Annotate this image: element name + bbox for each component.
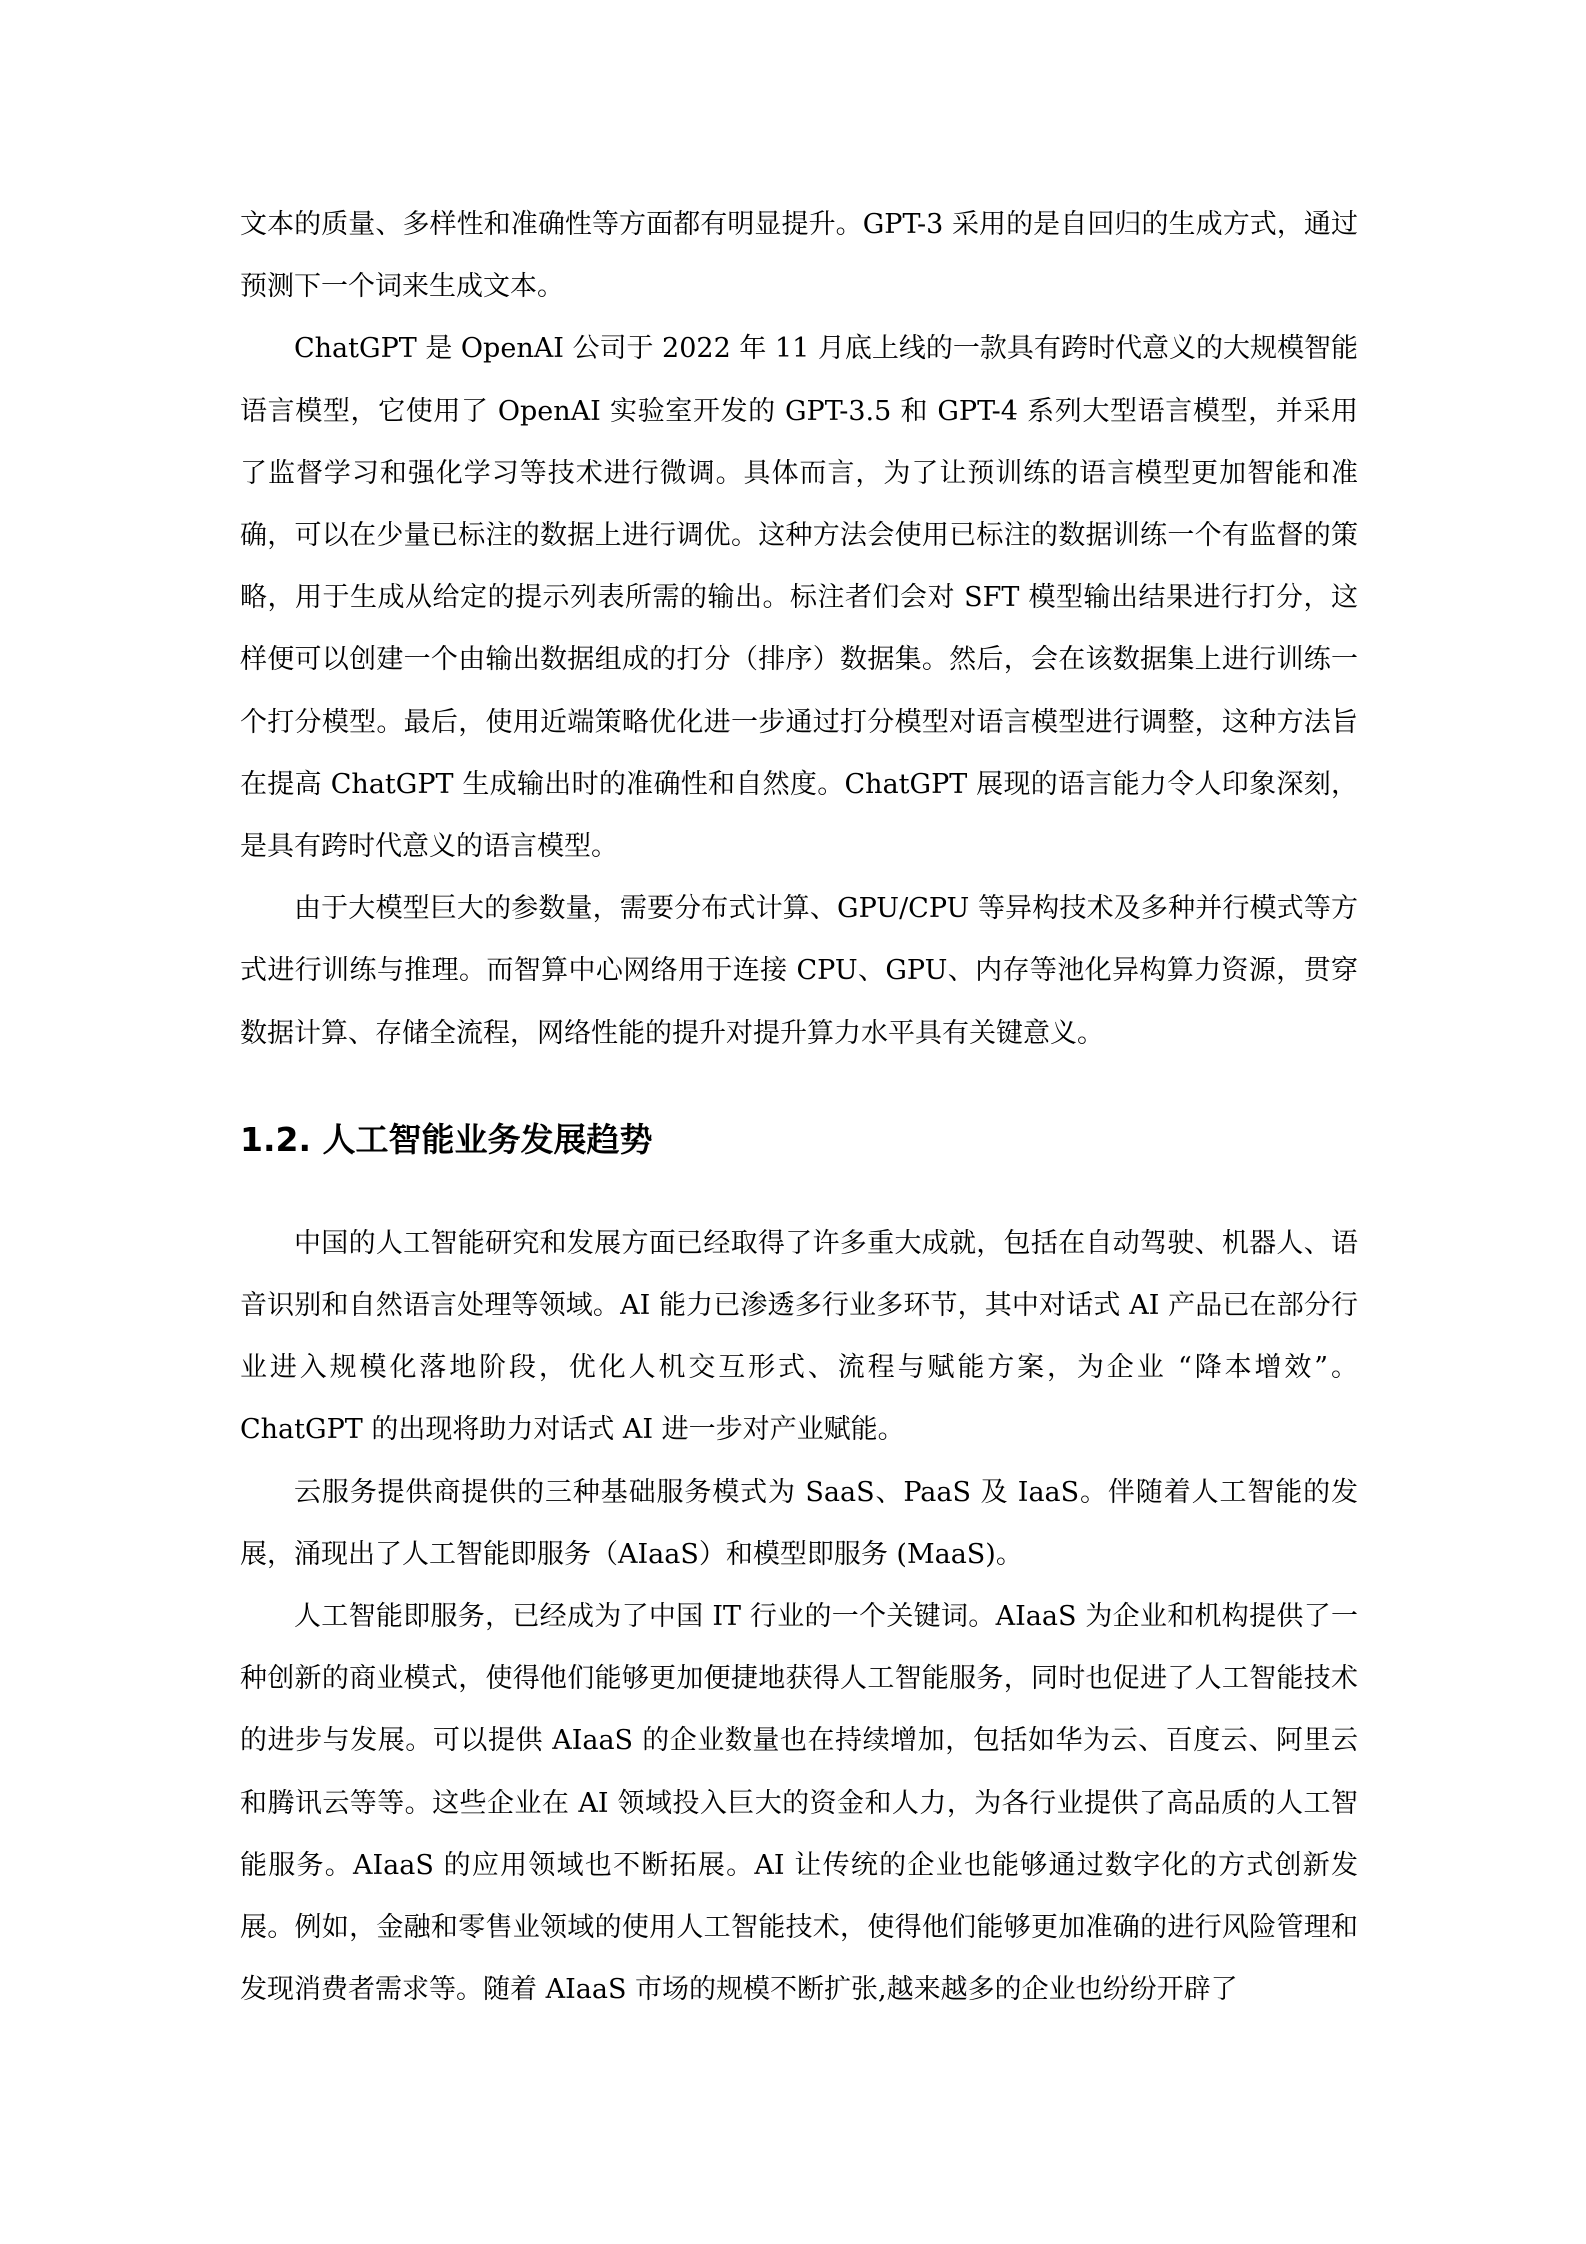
paragraph-aiaas: 人工智能即服务，已经成为了中国 IT 行业的一个关键词。AIaaS 为企业和机构提供了一种创新的商业模式，使得他们能够更加便捷地获得人工智能服务，同时也促进了人工智能技术的进步与发展。可以提供 AIaaS 的企业数量也在持续增加，包括如华为云、百度云、阿里云和腾讯云等等。这些企业在 AI 领域投入巨大的资金和人力，为各行业提供了高品质的人工智能服务。AIaaS 的应用领域也不断拓展。AI 让传统的企业也能够通过数字化的方式创新发展。例如，金融和零售业领域的使用人工智能技术，使得他们能够更加准确的进行风险管理和发现消费者需求等。随着 AIaaS 市场的规模不断扩张,越来越多的企业也纷纷开辟了 — [240, 1601, 1358, 2006]
paragraph-cloud-services: 云服务提供商提供的三种基础服务模式为 SaaS、PaaS 及 IaaS。伴随着人工智能的发展，涌现出了人工智能即服务（AIaaS）和模型即服务 (MaaS)。 — [240, 1476, 1358, 1570]
paragraph-compute: 由于大模型巨大的参数量，需要分布式计算、GPU/CPU 等异构技术及多种并行模式等方式进行训练与推理。而智算中心网络用于连接 CPU、GPU、内存等池化异构算力资源，贯穿数据计算、存储全流程，网络性能的提升对提升算力水平具有关键意义。 — [240, 893, 1358, 1049]
paragraph-china-ai: 中国的人工智能研究和发展方面已经取得了许多重大成就，包括在自动驾驶、机器人、语音识别和自然语言处理等领域。AI 能力已渗透多行业多环节，其中对话式 AI 产品已在部分行业进入规模化落地阶段，优化人机交互形式、流程与赋能方案，为企业 “降本增效”。ChatGPT 的出现将助力对话式 AI 进一步对产业赋能。 — [240, 1227, 1358, 1446]
document-page — [240, 194, 1358, 2021]
section-heading: 1.2. 人工智能业务发展趋势 — [240, 1119, 653, 1159]
paragraph-gpt3-continued: 文本的质量、多样性和准确性等方面都有明显提升。GPT-3 采用的是自回归的生成方式，通过预测下一个词来生成文本。 — [240, 209, 1358, 303]
paragraph-chatgpt: ChatGPT 是 OpenAI 公司于 2022 年 11 月底上线的一款具有跨时代意义的大规模智能语言模型，它使用了 OpenAI 实验室开发的 GPT-3.5 和 GPT-4 系列大型语言模型，并采用了监督学习和强化学习等技术进行微调。具体而言，为了让预训练的语言模型更加智能和准确，可以在少量已标注的数据上进行调优。这种方法会使用已标注的数据训练一个有监督的策略，用于生成从给定的提示列表所需的输出。标注者们会对 SFT 模型输出结果进行打分，这样便可以创建一个由输出数据组成的打分（排序）数据集。然后，会在该数据集上进行训练一个打分模型。最后，使用近端策略优化进一步通过打分模型对语言模型进行调整，这种方法旨在提高 ChatGPT 生成输出时的准确性和自然度。ChatGPT 展现的语言能力令人印象深刻，是具有跨时代意义的语言模型。 — [240, 333, 1358, 863]
